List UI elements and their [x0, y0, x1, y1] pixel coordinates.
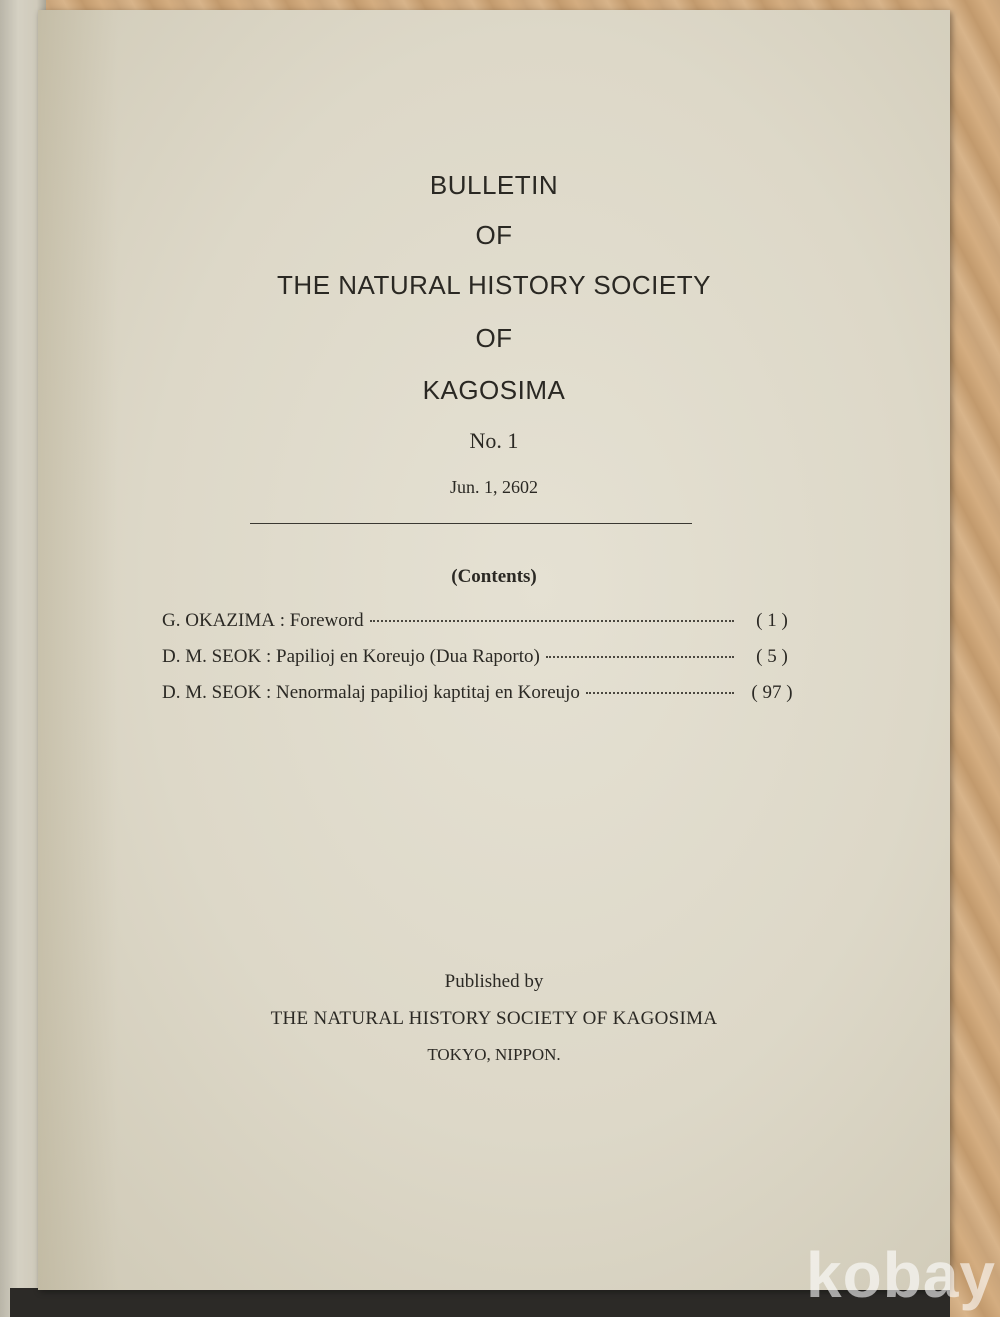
toc-leader-dots: [546, 655, 734, 658]
toc-author: G. OKAZIMA: [162, 610, 275, 631]
toc-author: D. M. SEOK: [162, 682, 262, 703]
toc-title: Foreword: [289, 610, 364, 631]
title-society: THE NATURAL HISTORY SOCIETY: [277, 270, 711, 300]
toc-leader-dots: [370, 619, 734, 622]
publisher-name: THE NATURAL HISTORY SOCIETY OF KAGOSIMA: [270, 1008, 718, 1029]
title-bulletin: BULLETIN: [429, 170, 559, 200]
title-of-1: OF: [475, 220, 513, 250]
watermark-logo: kobay: [806, 1239, 996, 1311]
contents-heading: (Contents): [451, 566, 537, 587]
toc-title: Papilioj en Koreujo (Dua Raporto): [276, 646, 540, 667]
toc-leader-dots: [586, 691, 734, 694]
toc-separator: :: [261, 682, 277, 703]
page-stain: [38, 10, 118, 1290]
divider-rule: [250, 523, 692, 524]
toc-page: ( 5 ): [756, 646, 788, 667]
toc-title: Nenormalaj papilioj kaptitaj en Koreujo: [276, 682, 580, 703]
title-of-2: OF: [475, 323, 513, 353]
published-by-label: Published by: [444, 971, 544, 992]
toc-page: ( 97 ): [751, 682, 793, 703]
toc-page: ( 1 ): [756, 610, 788, 631]
toc-separator: :: [274, 610, 290, 631]
toc-separator: :: [261, 646, 277, 667]
toc-entry: [162, 682, 802, 708]
toc-entry: [162, 610, 802, 636]
publisher-location: TOKYO, NIPPON.: [427, 1045, 561, 1064]
title-kagosima: KAGOSIMA: [422, 375, 566, 405]
toc-author: D. M. SEOK: [162, 646, 262, 667]
toc-entry: [162, 646, 802, 672]
issue-number: No. 1: [469, 428, 519, 453]
issue-date: Jun. 1, 2602: [449, 477, 538, 497]
title-page: [38, 10, 950, 1290]
